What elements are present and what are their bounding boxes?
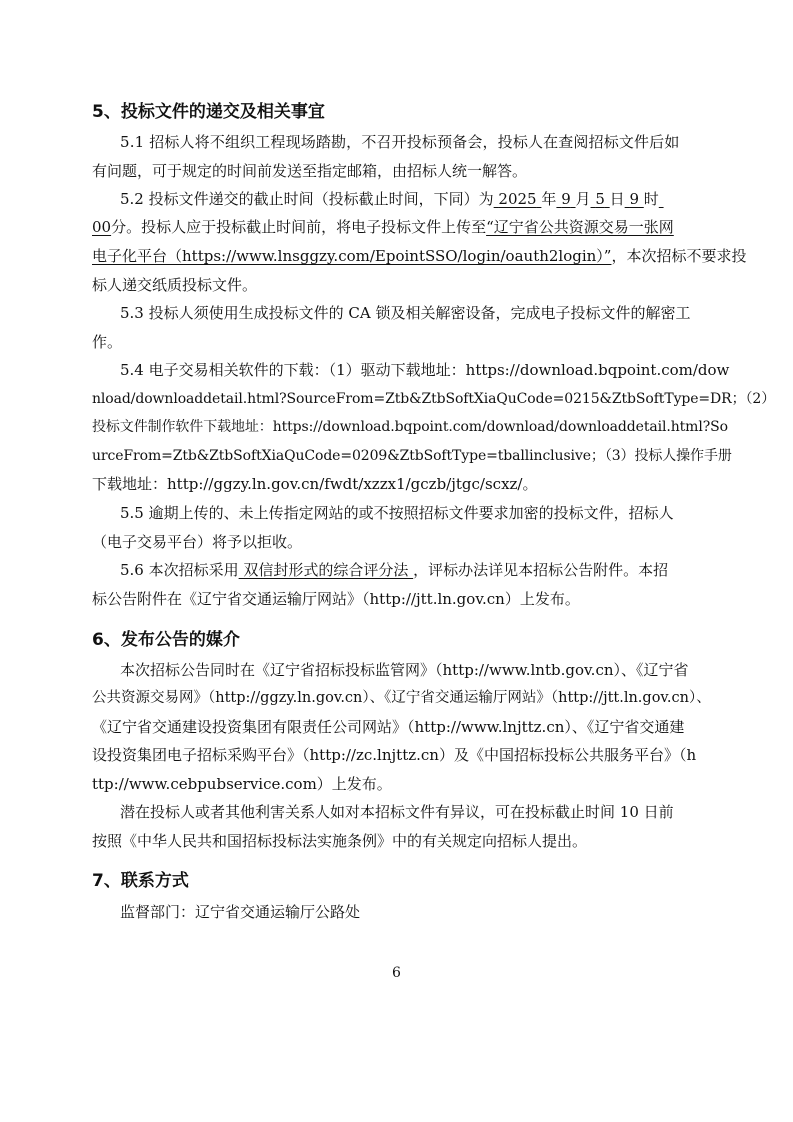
para-5-3-line-1: 5.3 投标人须使用生成投标文件的 CA 锁及相关解密设备，完成电子投标文件的解密工: [120, 304, 691, 322]
section-5-heading: 5、投标文件的递交及相关事宜: [92, 102, 325, 122]
para-5-1-line-2: 有问题，可于规定的时间前发送至指定邮箱，由招标人统一解答。: [92, 162, 528, 180]
hour-unit: 时: [643, 190, 659, 208]
para-5-6-line-1: 5.6 本次招标采用 双信封形式的综合评分法 ，评标办法详见本招标公告附件。本招: [120, 561, 669, 579]
para-6-2-line-1: 潜在投标人或者其他利害关系人如对本招标文件有异议，可在投标截止时间 10 日前: [120, 803, 674, 821]
para-5-4-line-5: 下载地址：http://ggzy.ln.gov.cn/fwdt/xzzx1/gczb/jtgc/scxz/。: [92, 475, 538, 493]
section-6-heading: 6、发布公告的媒介: [92, 630, 240, 650]
supervision-dept: 监督部门：辽宁省交通运输厅公路处: [120, 903, 361, 921]
section-7-heading: 7、联系方式: [92, 871, 189, 891]
platform-link-part-1[interactable]: “辽宁省公共资源交易一张网: [486, 218, 674, 236]
para-5-2-line-4: 标人递交纸质投标文件。: [92, 276, 258, 294]
para-5-5-line-1: 5.5 逾期上传的、未上传指定网站的或不按照招标文件要求加密的投标文件，招标人: [120, 504, 674, 522]
para-6-1-line-3: 《辽宁省交通建设投资集团有限责任公司网站》（http://www.lnjttz.cn）、《辽宁省交通建: [92, 718, 685, 736]
para-5-4-line-1: 5.4 电子交易相关软件的下载：（1）驱动下载地址：https://download.bqpoint.com/dow: [120, 361, 730, 379]
para-5-1-line-1: 5.1 招标人将不组织工程现场踏勘，不召开投标预备会，投标人在查阅招标文件后如: [120, 133, 680, 151]
para-6-1-line-5: ttp://www.cebpubservice.com）上发布。: [92, 775, 392, 793]
para-5-2-text: 5.2 投标文件递交的截止时间（投标截止时间，下同）为: [120, 190, 494, 208]
para-5-2-line-3: 电子化平台（https://www.lnsggzy.com/EpointSSO/login/oauth2login）”，本次招标不要求投: [92, 247, 747, 265]
deadline-minute: 00: [92, 218, 112, 236]
para-6-1-line-4: 设投资集团电子招标采购平台》（http://zc.lnjttz.cn）及《中国招标投标公共服务平台》（h: [92, 746, 697, 764]
para-5-5-line-2: （电子交易平台）将予以拒收。: [92, 533, 303, 551]
para-5-4-line-3: 投标文件制作软件下载地址：https://download.bqpoint.com/download/downloaddetail.html?So: [92, 419, 728, 435]
para-5-6-line-2: 标公告附件在《辽宁省交通运输厅网站》（http://jtt.ln.gov.cn）上发布。: [92, 590, 580, 608]
para-5-4-line-4: urceFrom=Ztb&ZtbSoftXiaQuCode=0209&ZtbSoftType=tballinclusive；（3）投标人操作手册: [92, 448, 732, 464]
day-unit: 日: [609, 190, 625, 208]
para-5-2-line-2: 00分。投标人应于投标截止时间前，将电子投标文件上传至“辽宁省公共资源交易一张网: [92, 218, 674, 236]
year-unit: 年: [541, 190, 557, 208]
para-6-1-line-1: 本次招标公告同时在《辽宁省招标投标监管网》（http://www.lntb.gov.cn）、《辽宁省: [120, 661, 689, 679]
month-unit: 月: [575, 190, 591, 208]
page-number: 6: [392, 965, 401, 981]
deadline-year: 2025: [498, 190, 537, 208]
para-6-1-line-2: 公共资源交易网》（http://ggzy.ln.gov.cn）、《辽宁省交通运输厅网站》（http://jtt.ln.gov.cn）、: [92, 690, 711, 706]
deadline-hour: 9: [629, 190, 639, 208]
para-5-2-line-1: [120, 189, 664, 209]
deadline-day: 5: [595, 190, 605, 208]
para-5-3-line-2: 作。: [92, 333, 123, 351]
platform-link-part-2[interactable]: 电子化平台（https://www.lnsggzy.com/EpointSSO/login/oauth2login）”: [92, 247, 612, 265]
deadline-month: 9: [561, 190, 571, 208]
para-6-2-line-2: 按照《中华人民共和国招标投标法实施条例》中的有关规定向招标人提出。: [92, 832, 588, 850]
para-5-4-line-2: nload/downloaddetail.html?SourceFrom=Ztb&ZtbSoftXiaQuCode=0215&ZtbSoftType=DR；（2）: [92, 391, 776, 407]
evaluation-method: 双信封形式的综合评分法: [238, 561, 414, 579]
